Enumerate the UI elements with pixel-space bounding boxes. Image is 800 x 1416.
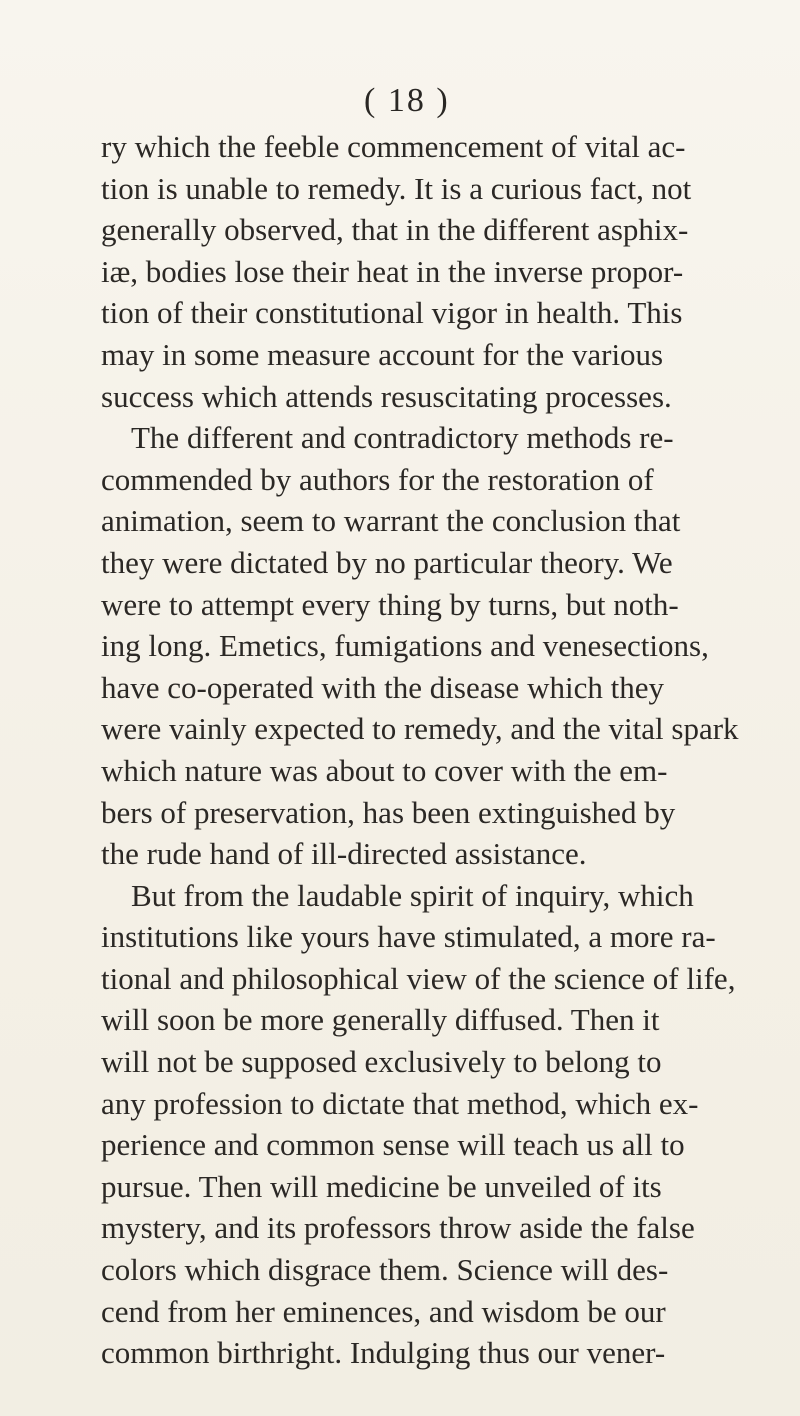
text-line: tional and philosophical view of the science of life, bbox=[101, 960, 736, 996]
text-line: have co-operated with the disease which they bbox=[101, 669, 664, 705]
paragraph-start-line: The different and contradictory methods re- bbox=[131, 420, 674, 456]
text-line: common birthright. Indulging thus our vener- bbox=[101, 1335, 666, 1371]
text-line: tion of their constitutional vigor in health. This bbox=[101, 295, 683, 331]
text-line: will soon be more generally diffused. Then it bbox=[101, 1002, 660, 1038]
text-line: the rude hand of ill-directed assistance. bbox=[101, 836, 587, 872]
text-line: ing long. Emetics, fumigations and venesections, bbox=[101, 628, 709, 664]
text-line: success which attends resuscitating processes. bbox=[101, 378, 672, 414]
paragraph-start-line: But from the laudable spirit of inquiry, which bbox=[131, 877, 694, 913]
text-line: which nature was about to cover with the em- bbox=[101, 752, 668, 788]
text-line: will not be supposed exclusively to belong to bbox=[101, 1044, 662, 1080]
text-line: commended by authors for the restoration of bbox=[101, 461, 654, 497]
body-text bbox=[101, 126, 781, 1374]
text-line: institutions like yours have stimulated, a more ra- bbox=[101, 919, 716, 955]
text-line: may in some measure account for the various bbox=[101, 336, 664, 372]
text-line: colors which disgrace them. Science will des- bbox=[101, 1252, 669, 1288]
text-line: generally observed, that in the different asphix- bbox=[101, 212, 689, 248]
text-line: were to attempt every thing by turns, but noth- bbox=[101, 586, 679, 622]
text-line: iæ, bodies lose their heat in the inverse propor- bbox=[101, 253, 684, 289]
text-line: cend from her eminences, and wisdom be our bbox=[101, 1293, 666, 1329]
text-line: pursue. Then will medicine be unveiled of its bbox=[101, 1168, 662, 1204]
text-line: they were dictated by no particular theory. We bbox=[101, 544, 673, 580]
text-line: tion is unable to remedy. It is a curious fact, not bbox=[101, 170, 692, 206]
text-line: ry which the feeble commencement of vital ac- bbox=[101, 129, 686, 164]
text-line: bers of preservation, has been extinguished by bbox=[101, 794, 676, 830]
text-line: mystery, and its professors throw aside the false bbox=[101, 1210, 695, 1246]
text-line: animation, seem to warrant the conclusion that bbox=[101, 503, 681, 539]
page-number: ( 18 ) bbox=[364, 82, 450, 119]
text-line: perience and common sense will teach us all to bbox=[101, 1127, 685, 1163]
text-line: any profession to dictate that method, which ex- bbox=[101, 1085, 699, 1121]
text-line: were vainly expected to remedy, and the vital spark bbox=[101, 711, 739, 747]
